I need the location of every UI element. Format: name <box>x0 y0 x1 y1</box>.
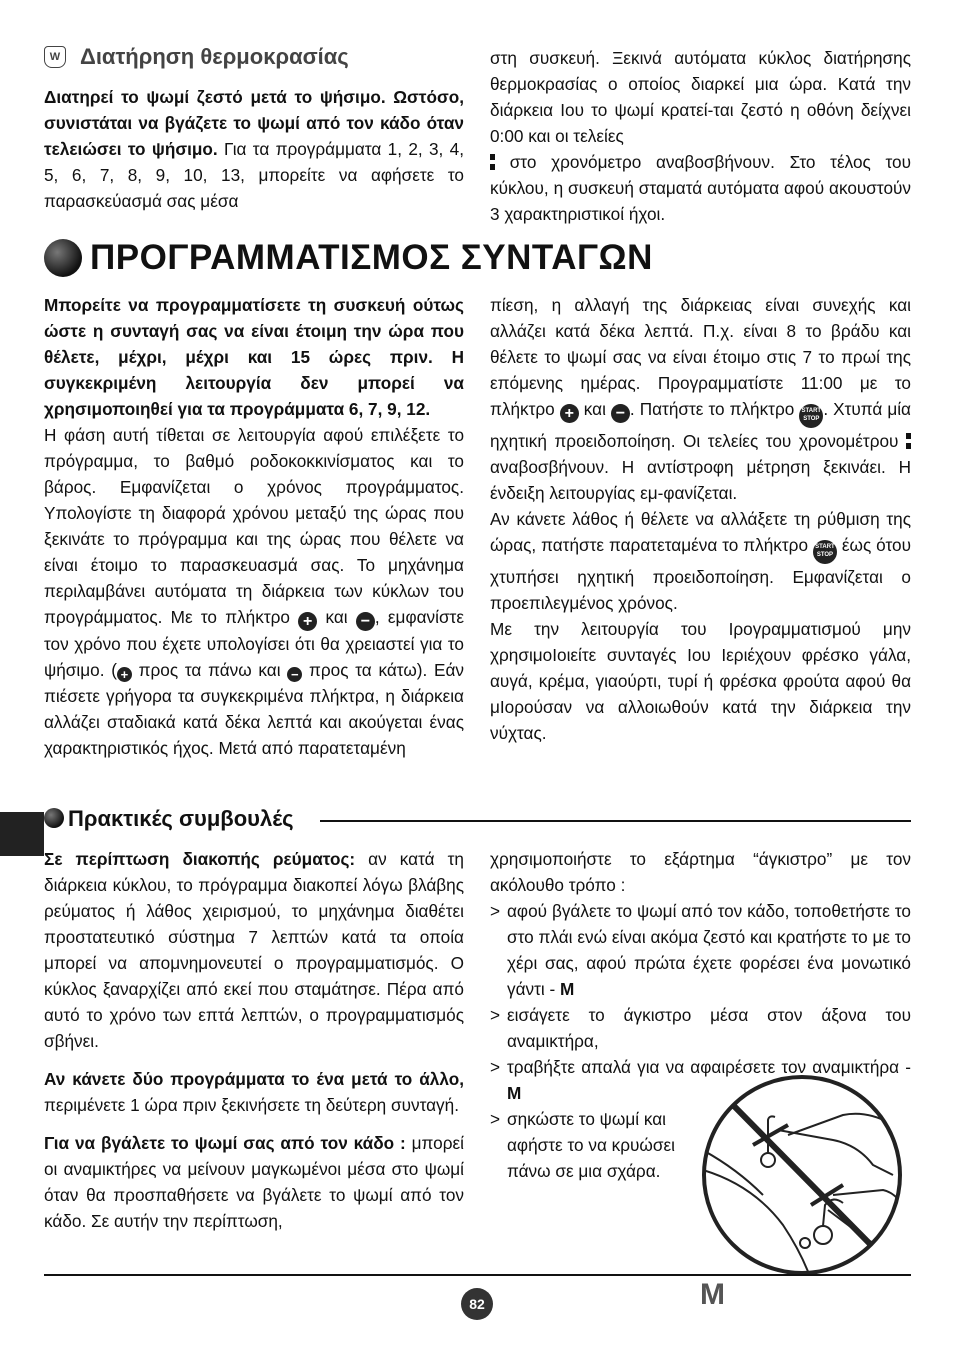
programming-text: έως ότου χτυπήσει ηχητική προειδοποίηση. Εμφανίζεται ο προεπιλεγμένος χρόνος. <box>490 535 911 613</box>
keep-warm-icon: W <box>44 46 66 68</box>
keep-warm-bold: Διατηρεί το ψωμί ζεστό μετά το ψήσιμο. Ωστόσο, συνιστάται να βγάζετε το ψωμί από τον κάδο όταν τελειώσει το ψήσιμο. <box>44 87 464 159</box>
figure-label: M <box>700 1278 725 1311</box>
programming-text: . Πατήστε το πλήκτρο <box>629 399 795 419</box>
programming-title-text: ΠΡΟΓΡΑΜΜΑΤΙΣΜΟΣ ΣΥΝΤΑΓΩΝ <box>90 238 653 277</box>
programming-text: Αν κάνετε λάθος ή θέλετε να αλλάξετε τη ρύθμιση της ώρας, πατήστε παρατεταμένα το πλήκτρο <box>490 509 911 555</box>
programming-text: πίεση, η αλλαγή της διάρκειας είναι συνεχής και αλλάζει κατά δέκα λεπτά. Π.χ. είναι 8 το βράδυ και θέλετε το ψωμί σας να είναι έτοιμο στις 7 το πρωί της επόμενης ημέρας. Προγραμματίστε 11:00 με το πλήκτρο <box>490 295 911 419</box>
tips-heading <box>44 806 911 836</box>
tips-left <box>44 846 464 1234</box>
hook-intro: χρησιμοποιήστε το εξάρτημα “άγκιστρο” με τον ακόλουθο τρόπο : <box>490 849 911 895</box>
power-cut-text: αν κατά τη διάρκεια κύκλου, το πρόγραμμα διακοπεί λόγω βλάβης ρεύματος ή λάθος χειρισμού, το μηχάνημα διαθέτει προστατευτικό σύστημα 7 λεπτών κατά τα οποία μπορεί να απομνημονευτεί ο προγραμματισμός. Ο κύκλος ξαναρχίζει από εκεί που σταμάτησε. Πέρα από αυτό το χρόνο των επτά λεπτών, ο προγραμματισμός σβήνει. <box>44 849 464 1051</box>
keep-warm-title: Διατήρηση θερμοκρασίας <box>80 44 349 69</box>
start-stop-icon: START STOP <box>813 540 837 564</box>
step-text: αφού βγάλετε το ψωμί από τον κάδο, τοποθετήστε το στο πλάι ενώ είναι ακόμα ζεστό και κρατήστε το με το χέρι σας, αφού πρώτα έχετε φορέσει ένα μονωτικό γάντι - <box>507 901 911 999</box>
programming-text: . Χτυπά μία ηχητική προειδοποίηση. Οι τελείες του χρονομέτρου <box>490 399 911 451</box>
step-text: τραβήξτε απαλά για να αφαιρέσετε τον αναμικτήρα - <box>507 1057 911 1077</box>
remove-bread-text: μπορεί οι αναμικτήρες να μείνουν μαγκωμένοι μέσα στο ψωμί όταν θα προσπαθήσετε να βγάλετε το ψωμί από τον κάδο. Σε αυτήν την περίπτωση, <box>44 1133 464 1231</box>
minus-icon: − <box>611 404 630 423</box>
keep-warm-right-b: στο χρονόμετρο αναβοσβήνουν. Στο τέλος του κύκλου, η συσκευή σταματά αυτόματα αφού ακουστούν 3 χαρακτηριστικοί ήχοι. <box>490 152 911 224</box>
two-programs-bold: Αν κάνετε δύο προγράμματα το ένα μετά το άλλο, <box>44 1069 464 1089</box>
plus-icon: + <box>117 667 132 682</box>
section-bullet-icon <box>44 239 82 277</box>
step-text: σηκώστε το ψωμί και αφήστε το να κρυώσει πάνω σε μια σχάρα. <box>507 1109 675 1181</box>
keep-warm-left <box>44 84 464 214</box>
page-tab-marker <box>0 812 44 856</box>
step-text: εισάγετε το άγκιστρο μέσα στον άξονα του αναμικτήρα, <box>507 1005 911 1051</box>
list-item <box>490 1002 911 1054</box>
programming-text: αναβοσβήνουν. Η αντίστροφη μέτρηση ξεκινάει. Η ένδειξη λειτουργίας εμ-φανίζεται. <box>490 457 911 503</box>
figure-ref: M <box>507 1083 522 1103</box>
keep-warm-right <box>490 45 911 227</box>
programming-text: , εμφανίστε τον χρόνο που έχετε υπολογίσει ότι θα χρειαστεί για το ψήσιμο. ( <box>44 607 464 680</box>
power-cut-bold: Σε περίπτωση διακοπής ρεύματος: <box>44 849 356 869</box>
programming-bold: Μπορείτε να προγραμματίσετε τη συσκευή ούτως ώστε η συνταγή σας να είναι έτοιμη την ώρα που θέλετε, μέχρι, μέχρι και 15 ώρες πριν. Η συγκεκριμένη λειτουργία δεν μπορεί να χρησιμοποιηθεί για τα προγράμματα 6, 7, 9, 12. <box>44 295 464 419</box>
heading-rule <box>320 820 911 822</box>
hook-illustration <box>693 1075 911 1275</box>
list-item <box>490 898 911 1002</box>
keep-warm-heading <box>44 44 349 70</box>
programming-text: προς τα κάτω). Εάν πιέσετε γρήγορα τα συγκεκριμένα πλήκτρα, η διάρκεια αλλάζει σταδιακά κατά δέκα λεπτά και ακούγεται ένας χαρακτηριστικός ήχος. Μετά από παρατεταμένη <box>44 660 465 758</box>
timer-colon-icon <box>490 153 495 171</box>
programming-text: προς τα πάνω και <box>131 660 281 680</box>
timer-colon-icon <box>906 432 911 450</box>
programming-text: και <box>317 607 348 627</box>
programming-right <box>490 292 911 746</box>
programming-text: Η φάση αυτή τίθεται σε λειτουργία αφού επιλέξετε το πρόγραμμα, το βαθμό ροδοκοκκινίσματος και το βάρος. Εμφανίζεται ο χρόνος προγράμματος. Υπολογίστε τη διαφορά χρόνου μεταξύ της ώρας που ξεκινάτε το πρόγραμμα και της ώρας που θέλετε να είναι έτοιμο το παρασκευασμά σας. Το μηχάνημα περιλαμβάνει αυτόματα τη διάρκεια των κύκλων του προγράμματος. Με το πλήκτρο <box>44 425 464 627</box>
remove-bread-bold: Για να βγάλετε το ψωμί σας από τον κάδο : <box>44 1133 406 1153</box>
programming-left <box>44 292 464 761</box>
two-programs-text: περιμένετε 1 ώρα πριν ξεκινήσετε τη δεύτερη συνταγή. <box>44 1095 459 1115</box>
figure-ref: M <box>560 979 575 999</box>
minus-icon: − <box>356 612 375 631</box>
footer-rule <box>44 1274 911 1276</box>
start-stop-icon: START STOP <box>799 404 823 428</box>
programming-text: και <box>578 399 606 419</box>
section-bullet-icon <box>44 808 64 828</box>
list-item <box>490 1106 697 1184</box>
programming-title <box>44 238 653 278</box>
tips-title: Πρακτικές συμβουλές <box>68 806 294 831</box>
page-number: 82 <box>461 1288 493 1320</box>
programming-warning: Με την λειτουργία του Ιρογραμματισμού μην χρησιμοIοιείτε συνταγές Ιου Ιεριέχουν φρέσκο γάλα, αυγά, κρέμα, γιαούρτι, τυρί ή φρέσκα φρούτα αφού θα μIορούσαν να αλλοιωθούν κατά την διάρκεια την νύχτας. <box>490 619 911 743</box>
plus-icon: + <box>298 612 317 631</box>
keep-warm-text: Για τα προγράμματα 1, 2, 3, 4, 5, 6, 7, 8, 9, 10, 13, μπορείτε να αφήσετε το παρασκεύασμά σας μέσα <box>44 139 464 211</box>
keep-warm-right-a: στη συσκευή. Ξεκινά αυτόματα κύκλος διατήρησης θερμοκρασίας ο οποίος διαρκεί μια ώρα. Κατά την διάρκεια Ιου το ψωμί κρατεί-ται ζεστό η οθόνη δείχνει 0:00 και οι τελείες <box>490 48 911 146</box>
minus-icon: − <box>287 667 302 682</box>
plus-icon: + <box>560 404 579 423</box>
